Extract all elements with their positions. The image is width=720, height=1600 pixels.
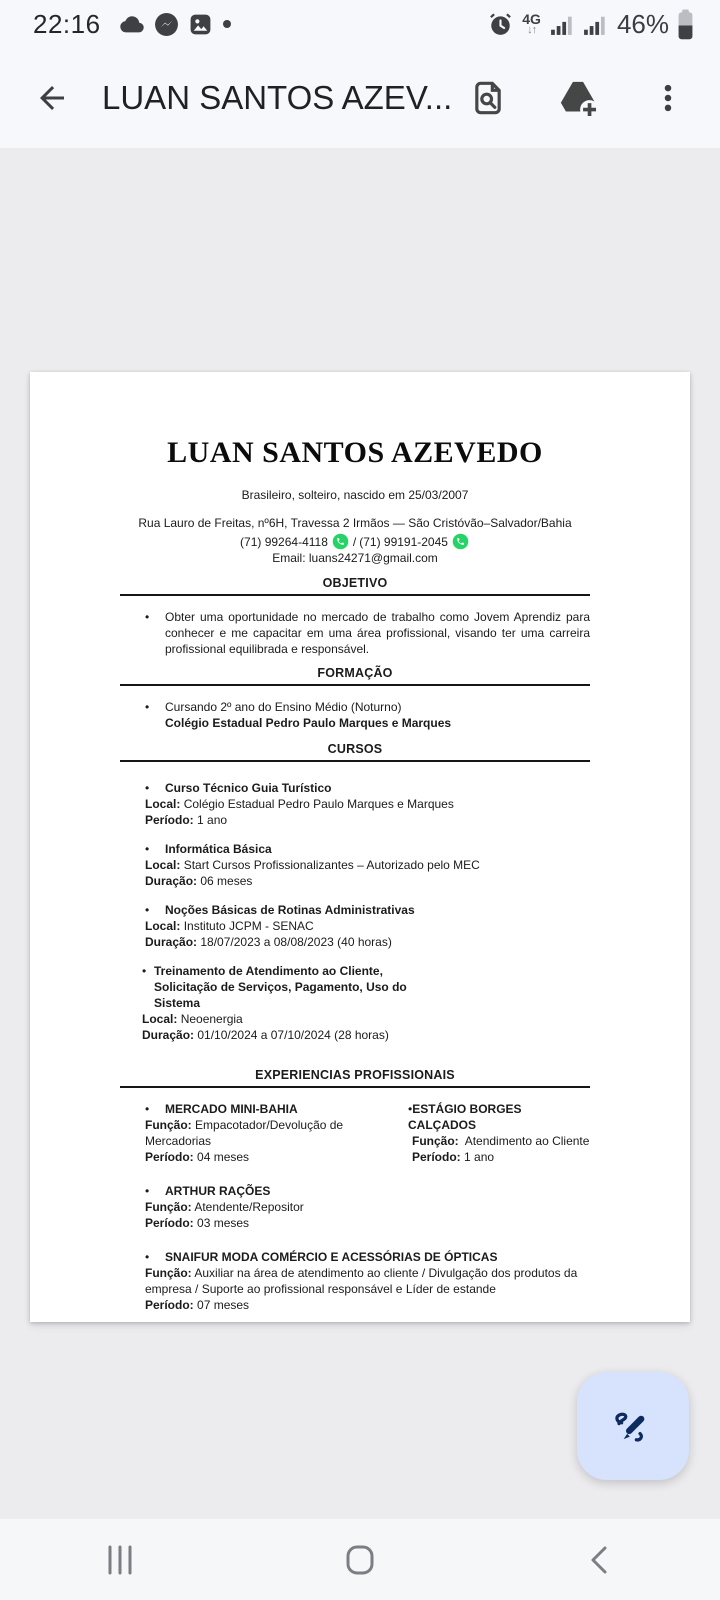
three-dot-menu-icon [651,81,685,115]
curso-item [120,902,590,950]
resume-phone-line [120,533,590,550]
formacao-line1: Cursando 2º ano do Ensino Médio (Noturno) [165,700,402,714]
experience-item [408,1101,590,1165]
whatsapp-icon [332,533,349,550]
field-value: Atendente/Repositor [194,1200,304,1214]
field-value: 18/07/2023 a 08/08/2023 (40 horas) [200,935,392,949]
field-value: Neoenergia [180,1012,243,1026]
system-navigation-bar [0,1519,720,1600]
edit-document-fab[interactable] [577,1372,689,1480]
experience-name: MERCADO MINI-BAHIA [165,1102,298,1116]
field-label: Local: [145,919,181,933]
phone-number-1: (71) 99264-4118 [240,534,328,549]
field-value: 07 meses [197,1298,250,1312]
experience-name: ARTHUR RAÇÕES [165,1184,271,1198]
section-heading-experiencias: EXPERIENCIAS PROFISSIONAIS [255,1068,455,1082]
curso-name: Curso Técnico Guia Turístico [165,781,332,795]
field-label: Função: [145,1200,192,1214]
find-in-document-button[interactable] [464,74,512,122]
field-label: Duração: [142,1028,195,1042]
bullet-marker: • [145,903,150,917]
bullet-marker: • [145,610,150,624]
field-label: Local: [142,1012,178,1026]
experience-item [120,1183,590,1231]
signal-strength-icon-sim1 [549,12,574,37]
formacao-line2: Colégio Estadual Pedro Paulo Marques e Marques [165,716,452,730]
overflow-menu-button[interactable] [644,74,692,122]
objetivo-text: • Obter uma oportunidade no mercado de trabalho como Jovem Aprendiz para conhecer e me capacitar em uma área profissional, visando ter uma carreira profissional equilibrada e responsável. [145,610,590,656]
field-value: 1 ano [464,1150,495,1164]
gallery-notification-icon [188,12,213,37]
home-button[interactable] [240,1519,480,1600]
bullet-marker: • [145,842,150,856]
battery-percent: 46% [616,8,669,39]
phone-separator: / [352,534,357,549]
field-value: 1 ano [197,813,228,827]
bullet-marker: • [142,964,147,978]
curso-name: Informática Básica [165,842,272,856]
experience-item [120,1101,408,1165]
back-button[interactable] [28,74,76,122]
field-label: Função: [412,1134,459,1148]
document-title: LUAN SANTOS AZEV... [102,79,453,116]
field-label: Duração: [145,935,198,949]
bullet-marker: • [408,1102,413,1116]
document-viewer-canvas[interactable] [0,148,720,1519]
experience-item [120,1249,590,1313]
section-rule [120,684,590,686]
drive-add-icon [557,77,599,119]
app-toolbar [0,48,720,148]
resume-personal-line: Brasileiro, solteiro, nascido em 25/03/2007 [241,488,469,502]
curso-name: Noções Básicas de Rotinas Administrativas [165,903,415,917]
section-heading-formacao: FORMAÇÃO [317,666,393,680]
field-label: Período: [145,813,194,827]
experience-columns [120,1101,590,1165]
section-heading-cursos: CURSOS [327,742,383,756]
resume-name: LUAN SANTOS AZEVEDO [167,436,543,469]
cloud-notification-icon [118,11,145,38]
back-nav-button[interactable] [480,1519,720,1600]
phone-number-2: (71) 99191-2045 [359,534,448,549]
field-label: Período: [145,1150,194,1164]
field-value: Instituto JCPM - SENAC [183,919,314,933]
alarm-icon [487,11,514,38]
status-time: 22:16 [33,8,101,39]
field-label: Local: [145,797,181,811]
bullet-marker: • [145,700,150,714]
curso-item [120,963,590,1043]
more-notifications-dot [222,19,232,29]
experience-name: ESTÁGIO BORGES CALÇADOS [408,1102,522,1132]
recents-button[interactable] [0,1519,240,1600]
section-rule [120,760,590,762]
field-value: 01/10/2024 a 07/10/2024 (28 horas) [197,1028,389,1042]
status-bar [0,0,720,48]
field-label: Função: [145,1266,192,1280]
section-rule [120,1086,590,1088]
recents-icon [103,1543,137,1577]
field-value: Auxiliar na área de atendimento ao cliente / Divulgação dos produtos da empresa / Suporte ao profissional responsável e Líder de estande [145,1266,578,1296]
resume-address-line: Rua Lauro de Freitas, nº6H, Travessa 2 Irmãos — São Cristóvão–Salvador/Bahia [138,516,572,530]
home-icon [343,1543,377,1577]
network-arrows-icon: ↓↑ [527,24,537,36]
back-chevron-icon [585,1543,615,1577]
whatsapp-icon [452,533,469,550]
bullet-marker: • [145,1184,150,1198]
section-rule [120,594,590,596]
field-value: Start Cursos Profissionalizantes – Autorizado pelo MEC [183,858,480,872]
curso-item [120,780,590,828]
add-to-drive-button[interactable] [554,74,602,122]
field-label: Período: [145,1298,194,1312]
field-value: Atendimento ao Cliente [464,1134,590,1148]
field-label: Período: [412,1150,461,1164]
field-value: 04 meses [197,1150,250,1164]
field-value: Empacotador/Devolução de Mercadorias [145,1118,344,1148]
curso-item [120,841,590,889]
bullet-marker: • [145,1102,150,1116]
field-label: Período: [145,1216,194,1230]
bullet-marker: • [145,1250,150,1264]
bullet-marker: • [145,781,150,795]
field-label: Duração: [145,874,198,888]
battery-icon [677,9,694,40]
field-value: 03 meses [197,1216,250,1230]
field-label: Local: [145,858,181,872]
field-value: 06 meses [200,874,253,888]
messenger-notification-icon [154,12,179,37]
back-arrow-icon [34,80,70,116]
resume-email-line: Email: luans24271@gmail.com [272,551,438,565]
signal-strength-icon-sim2 [582,12,607,37]
stylus-edit-icon [607,1400,659,1452]
field-label: Função: [145,1118,192,1132]
experience-name: SNAIFUR MODA COMÉRCIO E ACESSÓRIAS DE ÓPTICAS [165,1250,498,1264]
find-in-document-icon [468,78,508,118]
field-value: Colégio Estadual Pedro Paulo Marques e Marques [183,797,454,811]
curso-name: Treinamento de Atendimento ao Cliente, Solicitação de Serviços, Pagamento, Uso do Sistema [154,964,407,1010]
formacao-entry [120,699,590,731]
section-heading-objetivo: OBJETIVO [322,576,388,590]
network-type-indicator: 4G ↓↑ [522,11,541,36]
document-page [30,372,690,1322]
